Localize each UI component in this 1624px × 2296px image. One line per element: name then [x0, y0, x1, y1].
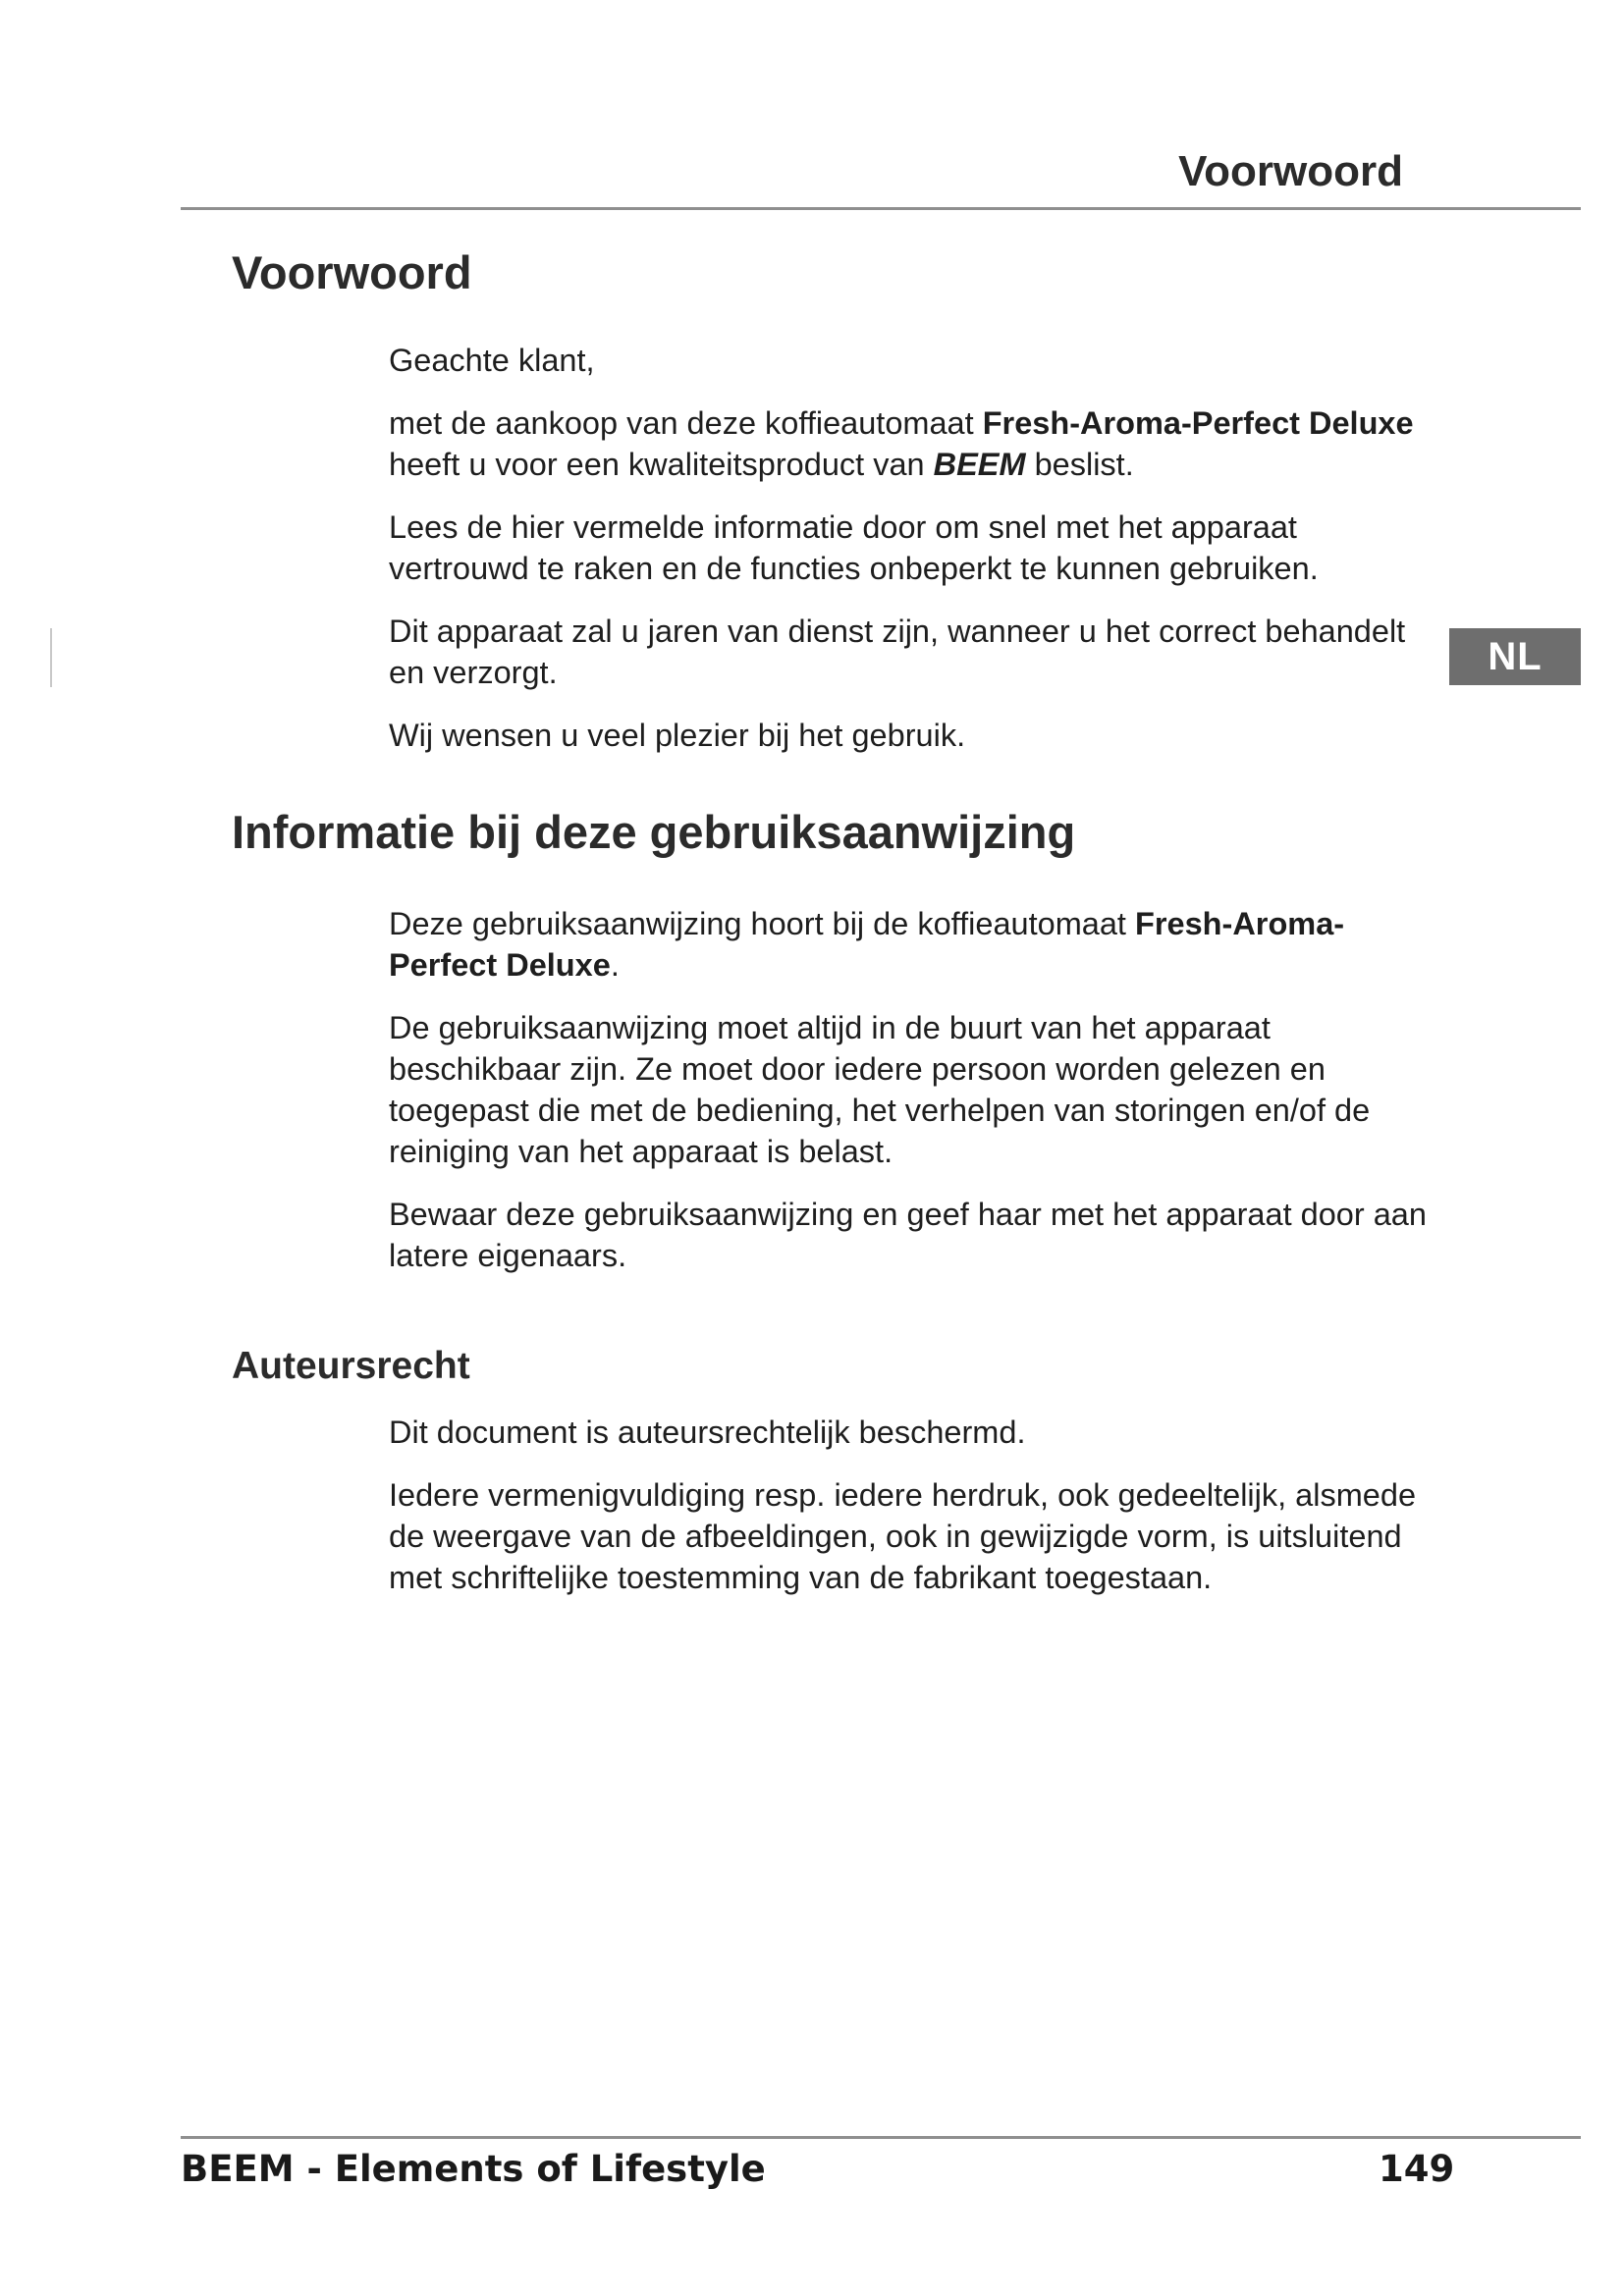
text-run: . [610, 947, 620, 983]
paragraph-wishes: Wij wensen u veel plezier bij het gebruik. [389, 718, 966, 753]
page-number: 149 [1379, 2148, 1455, 2190]
paragraph-copyright: Dit document is auteursrechtelijk beschermd. [389, 1415, 1026, 1450]
footer-brand: BEEM - Elements of Lifestyle [181, 2148, 766, 2190]
product-name: Fresh-Aroma-Perfect Deluxe [389, 906, 1345, 983]
paragraph-read-info: Lees de hier vermelde informatie door om snel met het apparaat vertrouwd te raken en de functies onbeperkt te kunnen gebruiken. [389, 509, 1319, 586]
text-run: Deze gebruiksaanwijzing hoort bij de koffieautomaat [389, 906, 1135, 941]
footer-rule [181, 2136, 1581, 2139]
text-run: beslist. [1025, 447, 1134, 482]
paragraph-salutation: Geachte klant, [389, 343, 595, 378]
section-title-informatie: Informatie bij deze gebruiksaanwijzing [232, 806, 1076, 858]
language-tab: NL [1449, 628, 1581, 685]
section-title-voorwoord: Voorwoord [232, 246, 472, 298]
paragraph-manual-availability: De gebruiksaanwijzing moet altijd in de buurt van het apparaat beschikbaar zijn. Ze moet door iedere persoon worden gelezen en toegepast die met de bediening, het verhelpen van storingen en/of de reiniging van het apparaat is belast. [389, 1010, 1371, 1169]
text-run: met de aankoop van deze koffieautomaat [389, 405, 983, 441]
paragraph-manual-belongs [389, 903, 1430, 986]
text-run: heeft u voor een kwaliteitsproduct van [389, 447, 934, 482]
paragraph-service-life: Dit apparaat zal u jaren van dienst zijn, wanneer u het correct behandelt en verzorgt. [389, 614, 1406, 690]
paragraph-manual-keep: Bewaar deze gebruiksaanwijzing en geef haar met het apparaat door aan latere eigenaars. [389, 1197, 1427, 1273]
scan-mark [50, 628, 52, 687]
header-rule [181, 207, 1581, 210]
product-name: Fresh-Aroma-Perfect Deluxe [982, 405, 1414, 441]
section-title-auteursrecht: Auteursrecht [232, 1345, 470, 1387]
paragraph-purchase [389, 402, 1430, 485]
brand-name: BEEM [933, 447, 1026, 482]
running-header-title: Voorwoord [1178, 147, 1403, 195]
paragraph-reproduction: Iedere vermenigvuldiging resp. iedere herdruk, ook gedeeltelijk, alsmede de weergave van de afbeeldingen, ook in gewijzigde vorm, is uitsluitend met schriftelijke toestemming van de fabrikant toegestaan. [389, 1477, 1417, 1595]
